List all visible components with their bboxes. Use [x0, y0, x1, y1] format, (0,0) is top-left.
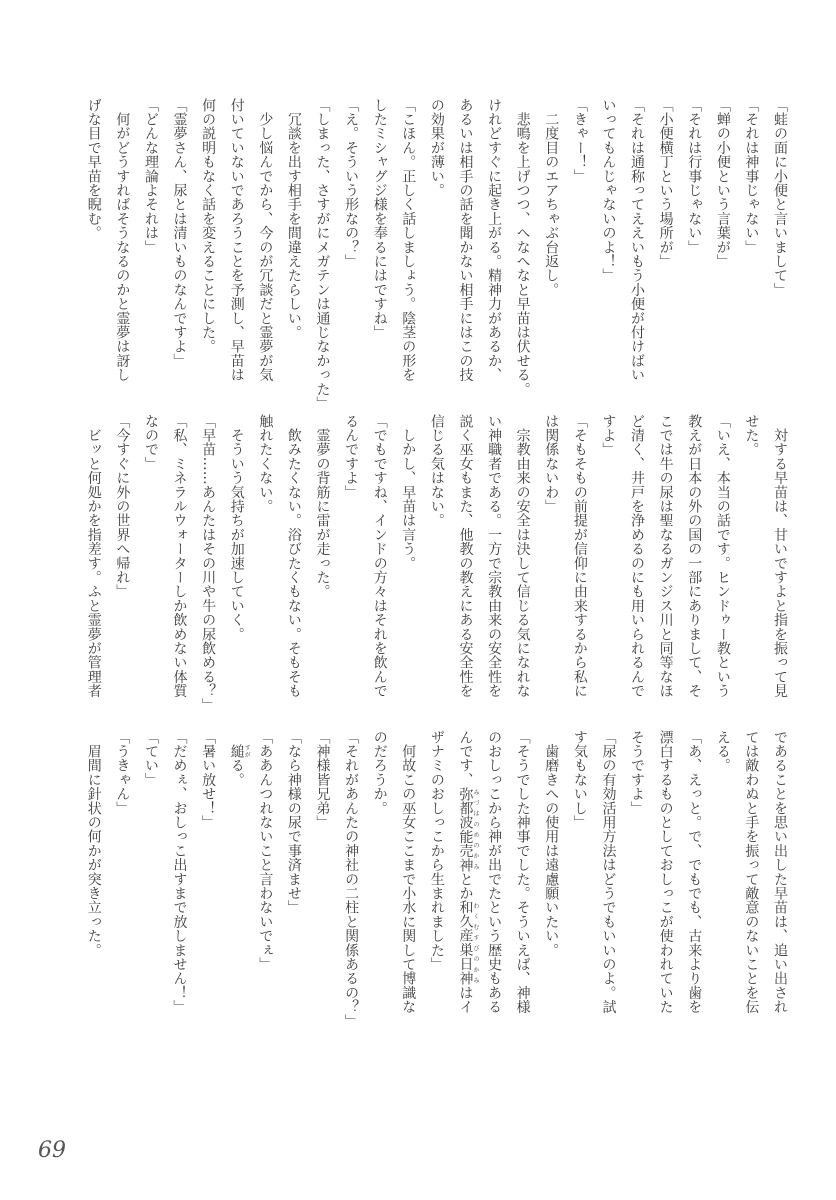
text-segment: は関係ないわ」	[543, 414, 560, 514]
text-line	[537, 730, 566, 1002]
text-segment: 「きゃー！」	[571, 98, 588, 184]
text-segment: 「それは神事じゃない」	[743, 98, 760, 255]
ruby-annotated-word	[457, 786, 479, 873]
text-segment: ては敵わぬと手を振って敵意のないことを伝	[743, 730, 760, 1014]
text-line	[79, 414, 108, 698]
text-line	[165, 98, 194, 370]
text-segment: 説く巫女もまた、他教の教えにある安全性を	[457, 414, 474, 698]
text-segment: る。	[228, 758, 245, 787]
text-segment: 悲鳴を上げつつ、へなへなと早苗は伏せる。	[514, 98, 531, 397]
text-line	[594, 730, 623, 1014]
text-line	[479, 98, 508, 382]
text-segment: せた。	[743, 414, 760, 457]
text-segment: 「霊夢さん、尿とは清いものなんですよ」	[171, 98, 188, 368]
text-line	[680, 98, 709, 370]
text-segment: 「あ、えっと。で、でもでも、古来より歯を	[686, 730, 703, 1014]
text-segment: 教えが日本の外の国の一部にありまして、そ	[686, 414, 703, 698]
text-segment: 「うきゃん」	[114, 730, 131, 816]
text-segment: しかし、早苗は言う。	[400, 414, 417, 571]
text-segment: い神職者である。一方で宗教由来の安全性を	[486, 414, 503, 698]
text-segment: 「え。そういう形なの？」	[343, 98, 360, 269]
text-line	[537, 414, 566, 686]
text-segment: であることを思い出した早苗は、追い出され	[772, 730, 788, 1014]
text-segment: したミシャグジ様を奉るにはですね」	[371, 98, 388, 340]
text-line	[765, 730, 794, 1014]
text-line	[251, 414, 280, 686]
text-line	[422, 414, 451, 686]
text-segment: 「それは行事じゃない」	[686, 98, 703, 255]
text-segment: 「蛙の面に小便と言いまして」	[772, 98, 788, 297]
text-segment: げな目で早苗を睨む。	[85, 98, 102, 240]
text-line	[136, 730, 165, 1002]
text-segment: 宗教由来の安全は決して信じる気になれな	[514, 414, 531, 698]
text-segment: のだろうか。	[371, 730, 388, 816]
text-segment: ど清く、井戸を浄めるのにも用いられるんで	[629, 414, 646, 698]
text-segment: 「いえ、本当の話です。ヒンドゥー教という	[714, 414, 731, 698]
text-segment: える。	[714, 730, 731, 773]
text-line	[537, 98, 566, 370]
text-line	[108, 730, 137, 1002]
text-line	[165, 730, 194, 1014]
ruby-annotated-word	[228, 744, 251, 759]
text-line	[479, 730, 508, 1014]
text-line	[222, 98, 251, 382]
text-segment: 「早苗……あんたはその川や牛の尿飲める？」	[200, 414, 217, 713]
text-line	[194, 730, 223, 1002]
text-segment: 二度目のエアちゃぶ台返し。	[543, 98, 560, 297]
text-segment: とか	[457, 872, 474, 901]
text-segment: 「暑い放せ！」	[200, 730, 217, 830]
text-line	[680, 414, 709, 698]
text-line	[108, 414, 137, 686]
text-line	[622, 730, 651, 1002]
text-line	[279, 98, 308, 370]
text-line	[136, 98, 165, 370]
text-line	[680, 730, 709, 1014]
ruby-reading: みづはのめのかみ	[471, 786, 479, 873]
text-line	[79, 730, 108, 1002]
text-segment: す気もないし」	[571, 730, 588, 830]
text-line	[194, 414, 223, 713]
text-line	[451, 98, 480, 382]
text-segment: 「今すぐに外の世界へ帰れ」	[114, 414, 131, 599]
text-segment: 「そうでした神事でした。そういえば、神様	[514, 730, 531, 1014]
text-line	[422, 730, 451, 1002]
text-segment: 「だめぇ、おしっこ出すまで放しません！」	[171, 730, 188, 1014]
text-line	[394, 98, 423, 382]
text-line	[365, 98, 394, 370]
text-segment: 付いていないであろうことを予測し、早苗は	[228, 98, 245, 382]
text-line	[565, 98, 594, 370]
text-line	[365, 414, 394, 698]
text-segment: あるいは相手の話を聞かない相手にはこの技	[457, 98, 474, 382]
text-line	[136, 414, 165, 686]
ruby-annotated-word	[457, 900, 479, 986]
text-segment: 歯磨きへの使用は遠慮願いたい。	[543, 730, 560, 958]
text-line	[308, 98, 337, 411]
text-line	[451, 414, 480, 698]
text-line	[308, 414, 337, 686]
text-segment: 「小便横丁という場所が」	[657, 98, 674, 269]
text-segment: のおしっこから神が出でたという歴史もある	[486, 730, 503, 1014]
text-line	[565, 730, 594, 1002]
text-line	[451, 730, 480, 1015]
text-line	[279, 730, 308, 1002]
text-line	[508, 98, 537, 397]
text-segment: 「ああんつれないこと言わないでぇ」	[257, 730, 274, 972]
text-line	[508, 730, 537, 1014]
text-line	[565, 414, 594, 698]
text-segment: なので」	[142, 414, 159, 471]
text-segment: 何故この巫女ここまで小水に関して博識な	[400, 730, 417, 1014]
text-line	[308, 730, 337, 1002]
text-segment: 眉間に針状の何かが突き立った。	[85, 730, 102, 958]
text-line	[622, 98, 651, 382]
ruby-reading: すが	[243, 744, 251, 759]
text-segment: 漂白するものとしておしっこが使われていた	[657, 730, 674, 1014]
text-segment: 「それは通称ってええいもう小便が付けばい	[629, 98, 646, 382]
text-segment: 「しまった、さすがにメガテンは通じなかった」	[314, 98, 331, 411]
text-line	[708, 730, 737, 1002]
text-segment: 「でもですね、インドの方々はそれを飲んで	[371, 414, 388, 698]
ruby-base: 縋	[228, 744, 245, 759]
text-line	[708, 414, 737, 698]
text-line	[765, 414, 794, 698]
text-tier-middle	[78, 414, 794, 713]
text-line	[594, 98, 623, 370]
text-segment: すよ」	[600, 414, 617, 457]
text-line	[765, 98, 794, 370]
text-line	[222, 414, 251, 686]
text-line	[651, 98, 680, 370]
text-line	[365, 730, 394, 1002]
text-line	[422, 98, 451, 370]
text-line	[194, 98, 223, 370]
text-line	[508, 414, 537, 698]
text-segment: 「尿の有効活用方法はどうでもいいのよ。試	[600, 730, 617, 1014]
text-segment: 何の説明もなく話を変えることにした。	[200, 98, 217, 354]
text-line	[622, 414, 651, 698]
text-segment: 「なら神様の尿で事済ませ」	[285, 730, 302, 915]
text-line	[251, 98, 280, 382]
text-line	[108, 98, 137, 382]
text-segment: ビッと何処かを指差す。ふと霊夢が管理者	[85, 414, 102, 698]
text-tier-top	[78, 98, 794, 411]
text-segment: そうですよ」	[629, 730, 646, 816]
text-line	[79, 98, 108, 370]
text-segment: こでは牛の尿は聖なるガンジス川と同等なほ	[657, 414, 674, 698]
text-segment: んです、	[457, 730, 474, 787]
text-line	[337, 414, 366, 686]
text-segment: そういう気持ちが加速していく。	[228, 414, 245, 642]
text-line	[165, 414, 194, 698]
text-line	[337, 98, 366, 370]
text-line	[337, 730, 366, 1029]
page-number: 69	[38, 1138, 66, 1163]
text-segment: 霊夢の背筋に雷が走った。	[314, 414, 331, 599]
text-line	[222, 730, 251, 1002]
text-line	[651, 730, 680, 1014]
text-line	[651, 414, 680, 698]
text-line	[394, 414, 423, 686]
text-segment: 「私、ミネラルウォーターしか飲めない体質	[171, 414, 188, 698]
text-segment: 冗談を出す相手を間違えたらしい。	[285, 98, 302, 340]
text-tier-bottom	[78, 730, 794, 1029]
text-segment: 「てい」	[142, 730, 159, 787]
text-line	[737, 98, 766, 370]
text-segment: 「神様皆兄弟」	[314, 730, 331, 830]
text-segment: 触れたくない。	[257, 414, 274, 514]
text-segment: 対する早苗は、甘いですよと指を振って見	[772, 414, 788, 698]
text-segment	[229, 730, 245, 744]
ruby-base: 弥都波能売神	[457, 786, 474, 873]
ruby-reading: わくむすびのかみ	[471, 900, 479, 986]
text-line	[737, 730, 766, 1014]
ruby-base: 和久産巣日神	[457, 900, 474, 986]
text-segment: いってもんじゃないのよ！」	[600, 98, 617, 283]
text-segment: 「それがあんたの神社の二柱と関係あるの？」	[343, 730, 360, 1029]
text-segment: 「蝉の小便という言葉が」	[714, 98, 731, 269]
text-line	[394, 730, 423, 1014]
text-segment: 少し悩んでから、今のが冗談だと霊夢が気	[257, 98, 274, 382]
text-line	[594, 414, 623, 686]
text-line	[251, 730, 280, 1002]
text-segment: はイ	[457, 985, 474, 1015]
text-line	[737, 414, 766, 686]
text-segment: 「どんな理論よそれは」	[142, 98, 159, 255]
text-segment: 信じる気はない。	[428, 414, 445, 528]
text-line	[279, 414, 308, 698]
text-segment: 「そもそもの前提が信仰に由来するから私に	[571, 414, 588, 698]
text-line	[708, 98, 737, 370]
text-segment: の効果が薄い。	[428, 98, 445, 198]
text-segment: 「こほん。正しく話しましょう。陰茎の形を	[400, 98, 417, 382]
text-line	[479, 414, 508, 698]
text-segment: ザナミのおしっこから生まれました」	[428, 730, 445, 972]
text-segment: 飲みたくない。浴びたくもない。そもそも	[285, 414, 302, 698]
text-segment: 何がどうすればそうなるのかと霊夢は訝し	[114, 98, 131, 382]
text-segment: けれどすぐに起き上がる。精神力があるか、	[486, 98, 503, 382]
text-segment: るんですよ」	[343, 414, 360, 500]
